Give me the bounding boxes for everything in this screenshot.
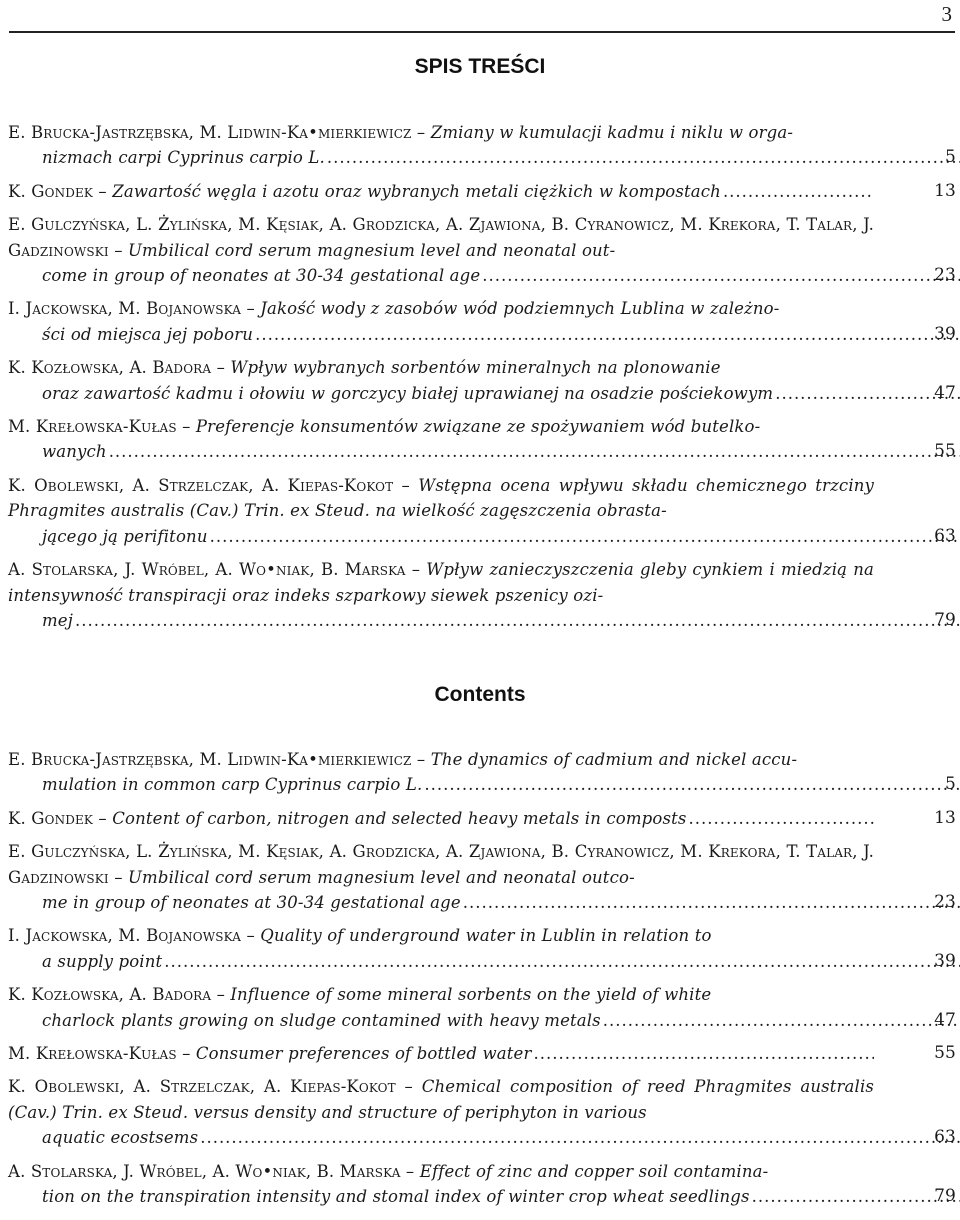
toc-entry-authors: M. Krełowska-Kułas – xyxy=(8,417,191,437)
dot-leader xyxy=(109,442,960,461)
toc-entry-text xyxy=(8,212,874,288)
toc-entry-last-line xyxy=(8,1041,874,1066)
dot-leader xyxy=(424,775,960,794)
toc-entry-title: The dynamics of cadmium and nickel accu- xyxy=(430,750,798,769)
toc-entry-title: Wstępna ocena wpływu składu chemicznego trzciny Phragmites australis (Cav.) Trin. ex Steud. na wielkość zagęszczenia obrasta- xyxy=(8,475,874,521)
dot-leader xyxy=(482,266,960,285)
toc-entry-page: 39 xyxy=(934,323,956,344)
toc-entry-first-line xyxy=(8,414,874,439)
toc-entry-title: jącego ją perifitonu xyxy=(42,526,208,546)
toc-entry-text xyxy=(8,747,874,798)
toc-entry-title: Umbilical cord serum magnesium level and neonatal out- xyxy=(128,240,616,260)
toc-entry-first-line xyxy=(8,473,874,524)
toc-entry-authors: K. Obolewski, A. Strzelczak, A. Kiepas-Kokot – xyxy=(8,475,410,495)
header-rule xyxy=(9,31,955,33)
toc-entry-title: Zmiany w kumulacji kadmu i niklu w orga- xyxy=(430,123,794,142)
heading-contents: Contents xyxy=(434,683,526,706)
toc-entry-page: 23 xyxy=(934,892,956,913)
toc-entry-authors: E. Gulczyńska, L. Żylińska, M. Kęsiak, A. Grodzicka, A. Zjawiona, B. Cyranowicz, M. Krekora, T. Talar, J. Gadzinowski – xyxy=(8,215,874,260)
toc-entry-page: 55 xyxy=(934,1043,956,1064)
toc-polish xyxy=(8,120,956,641)
toc-entry-last-line xyxy=(8,772,874,797)
toc-entry-title: Wpływ zanieczyszczenia gleby cynkiem i miedzią na intensywność transpiracji oraz indeks szparkowy siewek pszenicy ozi- xyxy=(8,560,874,605)
toc-entry-page: 23 xyxy=(934,265,956,286)
toc-entry-title: mulation in common carp Cyprinus carpio L. xyxy=(42,775,423,795)
toc-entry-authors: A. Stolarska, J. Wróbel, A. Wo•niak, B. Marska – xyxy=(8,560,421,580)
dot-leader xyxy=(723,179,874,204)
toc-entry-last-line xyxy=(8,381,874,406)
toc-entry-text xyxy=(8,839,874,915)
toc-entry-text xyxy=(8,120,874,171)
toc-entry-last-line xyxy=(8,179,874,204)
toc-entry-first-line xyxy=(8,747,874,772)
toc-entry xyxy=(8,1159,956,1210)
toc-entry xyxy=(8,355,956,406)
toc-entry-authors: K. Obolewski, A. Strzelczak, A. Kiepas-Kokot – xyxy=(8,1077,413,1097)
dot-leader xyxy=(200,1128,960,1147)
toc-entry-first-line xyxy=(8,1074,874,1125)
toc-english xyxy=(8,747,956,1218)
toc-entry-first-line xyxy=(8,839,874,890)
toc-entry xyxy=(8,839,956,915)
toc-entry-last-line xyxy=(8,949,874,974)
toc-entry-last-line xyxy=(8,890,874,915)
toc-entry-title: Chemical composition of reed Phragmites australis (Cav.) Trin. ex Steud. versus density and structure of periphyton in various xyxy=(8,1077,874,1122)
toc-entry xyxy=(8,747,956,798)
toc-entry-first-line xyxy=(8,355,874,380)
toc-entry-last-line xyxy=(8,1008,874,1033)
toc-entry-authors: A. Stolarska, J. Wróbel, A. Wo•niak, B. Marska – xyxy=(8,1161,415,1181)
toc-entry-first-line xyxy=(8,557,874,608)
toc-entry-last-line xyxy=(8,1184,874,1209)
toc-entry-page: 5 xyxy=(945,147,956,168)
toc-entry-title: nizmach carpi Cyprinus carpio L. xyxy=(42,148,325,168)
toc-entry-authors: E. Brucka-Jastrzębska, M. Lidwin-Ka•mierkiewicz – xyxy=(8,750,426,769)
toc-entry-page: 5 xyxy=(945,774,956,795)
toc-entry-title: come in group of neonates at 30-34 gestational age xyxy=(42,266,481,286)
dot-leader xyxy=(255,325,960,344)
toc-entry-text xyxy=(8,473,874,549)
toc-entry-first-line xyxy=(8,1159,874,1184)
toc-entry-title: Quality of underground water in Lublin in relation to xyxy=(260,926,712,946)
toc-entry-text xyxy=(8,296,874,347)
toc-entry xyxy=(8,1074,956,1150)
toc-entry-title: charlock plants growing on sludge contamined with heavy metals xyxy=(42,1010,601,1030)
toc-entry-authors: K. Gondek – xyxy=(8,808,107,828)
toc-entry-text xyxy=(8,1041,874,1066)
toc-entry xyxy=(8,982,956,1033)
toc-entry-title: wanych xyxy=(42,442,107,462)
toc-entry-last-line xyxy=(8,322,874,347)
toc-entry-first-line xyxy=(8,120,874,145)
toc-entry-last-line xyxy=(8,439,874,464)
toc-entry-text xyxy=(8,179,874,204)
heading-spis-tresci: SPIS TREŚCI xyxy=(414,55,546,78)
toc-entry-line-text xyxy=(8,806,687,831)
toc-entry-page: 47 xyxy=(934,382,956,403)
toc-entry xyxy=(8,557,956,633)
toc-entry-page: 79 xyxy=(934,1186,956,1207)
toc-entry xyxy=(8,414,956,465)
toc-entry xyxy=(8,179,956,204)
toc-entry-text xyxy=(8,557,874,633)
toc-entry xyxy=(8,923,956,974)
toc-entry-page: 63 xyxy=(934,1127,956,1148)
toc-entry-title: Wpływ wybranych sorbentów mineralnych na plonowanie xyxy=(230,358,721,378)
toc-entry xyxy=(8,1041,956,1066)
dot-leader xyxy=(463,893,960,912)
toc-entry-title: Zawartość węgla i azotu oraz wybranych metali ciężkich w kompostach xyxy=(112,181,721,201)
toc-entry-text xyxy=(8,1074,874,1150)
toc-entry-last-line xyxy=(8,1125,874,1150)
toc-entry-title: ści od miejsca jej poboru xyxy=(42,324,254,344)
dot-leader xyxy=(75,611,960,630)
toc-entry-text xyxy=(8,1159,874,1210)
toc-entry-title: Content of carbon, nitrogen and selected heavy metals in composts xyxy=(112,808,687,828)
toc-entry-authors: I. Jackowska, M. Bojanowska – xyxy=(8,926,255,946)
toc-entry-text xyxy=(8,414,874,465)
toc-entry-page: 47 xyxy=(934,1009,956,1030)
toc-entry-authors: E. Brucka-Jastrzębska, M. Lidwin-Ka•mierkiewicz – xyxy=(8,123,426,142)
toc-entry xyxy=(8,212,956,288)
toc-entry-page: 13 xyxy=(934,180,956,201)
toc-entry-authors: K. Gondek – xyxy=(8,181,107,201)
toc-entry-authors: I. Jackowska, M. Bojanowska – xyxy=(8,299,255,319)
toc-entry-line-text xyxy=(8,1041,532,1066)
dot-leader xyxy=(689,806,875,831)
toc-entry-text xyxy=(8,355,874,406)
toc-entry-title: Umbilical cord serum magnesium level and neonatal outco- xyxy=(128,867,635,887)
toc-entry-page: 55 xyxy=(934,441,956,462)
toc-entry-title: Influence of some mineral sorbents on the yield of white xyxy=(230,985,712,1005)
toc-entry-title: Jakość wody z zasobów wód podziemnych Lublina w zależno- xyxy=(260,299,780,319)
toc-entry-text xyxy=(8,806,874,831)
toc-entry-first-line xyxy=(8,923,874,948)
toc-entry-title: tion on the transpiration intensity and stomal index of winter crop wheat seedlings xyxy=(42,1187,750,1207)
toc-entry-title: mej xyxy=(42,610,73,630)
toc-entry-authors: E. Gulczyńska, L. Żylińska, M. Kęsiak, A. Grodzicka, A. Zjawiona, B. Cyranowicz, M. Krekora, T. Talar, J. Gadzinowski – xyxy=(8,842,874,887)
toc-entry xyxy=(8,296,956,347)
dot-leader xyxy=(210,527,960,546)
dot-leader xyxy=(327,148,960,167)
toc-entry xyxy=(8,120,956,171)
toc-entry-title: Preferencje konsumentów związane ze spożywaniem wód butelko- xyxy=(195,417,761,437)
toc-entry-title: a supply point xyxy=(42,951,163,971)
toc-entry-last-line xyxy=(8,145,874,170)
toc-entry-authors: M. Krełowska-Kułas – xyxy=(8,1044,191,1064)
toc-entry-first-line xyxy=(8,296,874,321)
toc-entry-text xyxy=(8,923,874,974)
toc-entry-title: Effect of zinc and copper soil contamina- xyxy=(419,1161,769,1181)
page-number: 3 xyxy=(941,2,952,26)
toc-entry-last-line xyxy=(8,608,874,633)
toc-entry-line-text xyxy=(8,179,721,204)
toc-entry-title: oraz zawartość kadmu i ołowiu w gorczycy białej uprawianej na osadzie pościekowym xyxy=(42,383,774,403)
toc-entry-first-line xyxy=(8,982,874,1007)
toc-entry-last-line xyxy=(8,806,874,831)
toc-entry-authors: K. Kozłowska, A. Badora – xyxy=(8,985,225,1005)
toc-entry-last-line xyxy=(8,524,874,549)
toc-entry-page: 39 xyxy=(934,950,956,971)
dot-leader xyxy=(164,952,960,971)
toc-entry-title: me in group of neonates at 30-34 gestational age xyxy=(42,893,461,913)
dot-leader xyxy=(534,1041,875,1066)
toc-entry-title: Consumer preferences of bottled water xyxy=(195,1044,532,1064)
toc-entry-authors: K. Kozłowska, A. Badora – xyxy=(8,358,225,378)
toc-entry-title: aquatic ecostsems xyxy=(42,1128,199,1148)
toc-entry-first-line xyxy=(8,212,874,263)
toc-entry-page: 13 xyxy=(934,807,956,828)
toc-entry xyxy=(8,806,956,831)
toc-entry-text xyxy=(8,982,874,1033)
toc-entry-page: 79 xyxy=(934,609,956,630)
toc-entry-page: 63 xyxy=(934,525,956,546)
toc-entry xyxy=(8,473,956,549)
toc-entry-last-line xyxy=(8,263,874,288)
